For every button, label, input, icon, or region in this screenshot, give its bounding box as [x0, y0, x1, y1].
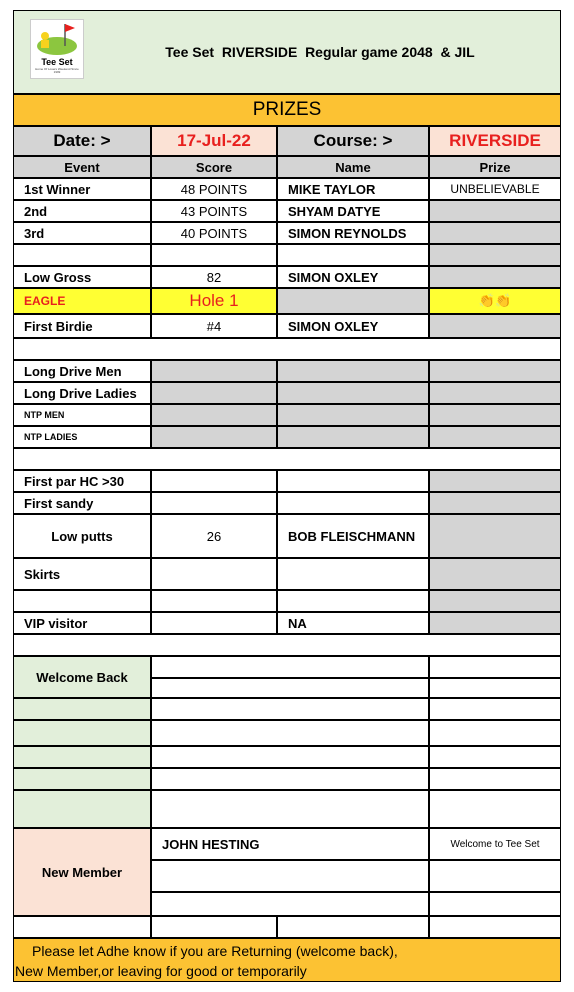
- name-cell[interactable]: [277, 288, 429, 314]
- name-cell[interactable]: [277, 470, 429, 492]
- score-cell[interactable]: 82: [151, 266, 277, 288]
- score-cell[interactable]: [151, 492, 277, 514]
- prize-cell[interactable]: [429, 514, 561, 558]
- new-member-note[interactable]: [429, 892, 561, 916]
- logo-subtext: Home Of Losers Weekend Since 1999: [35, 67, 79, 74]
- new-member-name[interactable]: JOHN HESTING: [151, 828, 429, 860]
- empty-cell[interactable]: [277, 244, 429, 266]
- spacer-row: [13, 634, 561, 656]
- new-member-note[interactable]: Welcome to Tee Set: [429, 828, 561, 860]
- prize-cell[interactable]: [429, 314, 561, 338]
- date-value[interactable]: 17-Jul-22: [151, 126, 277, 156]
- event-cell[interactable]: Low Gross: [13, 266, 151, 288]
- welcome-back-name[interactable]: [151, 790, 429, 828]
- column-header-name: Name: [277, 156, 429, 178]
- event-cell[interactable]: First sandy: [13, 492, 151, 514]
- welcome-back-note[interactable]: [429, 746, 561, 768]
- course-value[interactable]: RIVERSIDE: [429, 126, 561, 156]
- score-cell[interactable]: 48 POINTS: [151, 178, 277, 200]
- empty-cell[interactable]: [151, 244, 277, 266]
- score-cell[interactable]: [151, 470, 277, 492]
- name-cell[interactable]: [277, 492, 429, 514]
- prize-cell[interactable]: UNBELIEVABLE: [429, 178, 561, 200]
- prize-cell[interactable]: [429, 404, 561, 426]
- name-cell[interactable]: [277, 426, 429, 448]
- logo-text: Tee Set: [41, 57, 73, 67]
- prize-cell[interactable]: [429, 360, 561, 382]
- score-cell[interactable]: [151, 558, 277, 590]
- name-cell[interactable]: MIKE TAYLOR: [277, 178, 429, 200]
- event-cell[interactable]: First par HC >30: [13, 470, 151, 492]
- event-cell[interactable]: Skirts: [13, 558, 151, 590]
- footer-line-2: New Member,or leaving for good or temporarily: [15, 963, 307, 979]
- empty-cell[interactable]: [429, 244, 561, 266]
- event-cell[interactable]: 2nd: [13, 200, 151, 222]
- new-member-note[interactable]: [429, 860, 561, 892]
- sheet-title: Tee Set RIVERSIDE Regular game 2048 & JIL: [165, 44, 475, 60]
- event-cell[interactable]: NTP MEN: [13, 404, 151, 426]
- welcome-back-name[interactable]: [151, 656, 429, 678]
- course-label: Course: >: [277, 126, 429, 156]
- empty-cell[interactable]: [151, 916, 277, 938]
- golf-flag-icon: [31, 20, 83, 56]
- name-cell[interactable]: [277, 382, 429, 404]
- score-cell[interactable]: [151, 612, 277, 634]
- welcome-back-cell[interactable]: [13, 768, 151, 790]
- column-header-prize: Prize: [429, 156, 561, 178]
- empty-cell[interactable]: [429, 590, 561, 612]
- score-cell[interactable]: Hole 1: [151, 288, 277, 314]
- event-cell[interactable]: Long Drive Men: [13, 360, 151, 382]
- event-cell[interactable]: 3rd: [13, 222, 151, 244]
- empty-cell[interactable]: [13, 244, 151, 266]
- prize-cell[interactable]: [429, 426, 561, 448]
- prizes-banner: PRIZES: [13, 94, 561, 126]
- welcome-back-cell[interactable]: [13, 698, 151, 720]
- welcome-back-note[interactable]: [429, 698, 561, 720]
- prize-cell[interactable]: [429, 492, 561, 514]
- event-cell[interactable]: EAGLE: [13, 288, 151, 314]
- empty-cell[interactable]: [277, 916, 429, 938]
- welcome-back-cell[interactable]: [13, 790, 151, 828]
- welcome-back-note[interactable]: [429, 678, 561, 698]
- welcome-back-note[interactable]: [429, 720, 561, 746]
- event-cell[interactable]: 1st Winner: [13, 178, 151, 200]
- new-member-label: New Member: [13, 828, 151, 916]
- event-cell[interactable]: First Birdie: [13, 314, 151, 338]
- event-cell[interactable]: VIP visitor: [13, 612, 151, 634]
- prize-cell[interactable]: [429, 470, 561, 492]
- prize-cell[interactable]: [429, 382, 561, 404]
- spacer-row: [13, 338, 561, 360]
- empty-cell[interactable]: [13, 916, 151, 938]
- welcome-back-label: Welcome Back: [13, 656, 151, 698]
- event-cell[interactable]: NTP LADIES: [13, 426, 151, 448]
- name-cell[interactable]: SIMON OXLEY: [277, 314, 429, 338]
- footer-line-1: Please let Adhe know if you are Returning (welcome back),: [32, 943, 398, 959]
- new-member-name[interactable]: [151, 892, 429, 916]
- welcome-back-note[interactable]: [429, 768, 561, 790]
- welcome-back-cell[interactable]: [13, 746, 151, 768]
- prize-cell[interactable]: [429, 612, 561, 634]
- welcome-back-note[interactable]: [429, 656, 561, 678]
- prize-cell[interactable]: [429, 200, 561, 222]
- prize-cell[interactable]: [429, 222, 561, 244]
- welcome-back-name[interactable]: [151, 698, 429, 720]
- name-cell[interactable]: SHYAM DATYE: [277, 200, 429, 222]
- score-cell[interactable]: #4: [151, 314, 277, 338]
- date-label: Date: >: [13, 126, 151, 156]
- welcome-back-name[interactable]: [151, 720, 429, 746]
- welcome-back-name[interactable]: [151, 678, 429, 698]
- score-cell[interactable]: 26: [151, 514, 277, 558]
- score-cell[interactable]: [151, 404, 277, 426]
- empty-cell[interactable]: [429, 916, 561, 938]
- new-member-name[interactable]: [151, 860, 429, 892]
- event-cell[interactable]: Low putts: [13, 514, 151, 558]
- score-cell[interactable]: [151, 382, 277, 404]
- welcome-back-name[interactable]: [151, 746, 429, 768]
- empty-cell[interactable]: [13, 590, 151, 612]
- prize-cell[interactable]: [429, 558, 561, 590]
- score-cell[interactable]: [151, 426, 277, 448]
- name-cell[interactable]: NA: [277, 612, 429, 634]
- spacer-row: [13, 448, 561, 470]
- footer-note: [13, 938, 561, 982]
- welcome-back-note[interactable]: [429, 790, 561, 828]
- empty-cell[interactable]: [277, 590, 429, 612]
- name-cell[interactable]: [277, 360, 429, 382]
- tee-set-logo: [30, 19, 84, 79]
- column-header-score: Score: [151, 156, 277, 178]
- score-cell[interactable]: 43 POINTS: [151, 200, 277, 222]
- prize-cell[interactable]: [429, 266, 561, 288]
- prize-cell[interactable]: 👏👏: [429, 288, 561, 314]
- score-cell[interactable]: [151, 360, 277, 382]
- name-cell[interactable]: BOB FLEISCHMANN: [277, 514, 429, 558]
- column-header-event: Event: [13, 156, 151, 178]
- name-cell[interactable]: SIMON REYNOLDS: [277, 222, 429, 244]
- welcome-back-name[interactable]: [151, 768, 429, 790]
- empty-cell[interactable]: [151, 590, 277, 612]
- event-cell[interactable]: Long Drive Ladies: [13, 382, 151, 404]
- name-cell[interactable]: [277, 558, 429, 590]
- name-cell[interactable]: [277, 404, 429, 426]
- name-cell[interactable]: SIMON OXLEY: [277, 266, 429, 288]
- welcome-back-cell[interactable]: [13, 720, 151, 746]
- score-cell[interactable]: 40 POINTS: [151, 222, 277, 244]
